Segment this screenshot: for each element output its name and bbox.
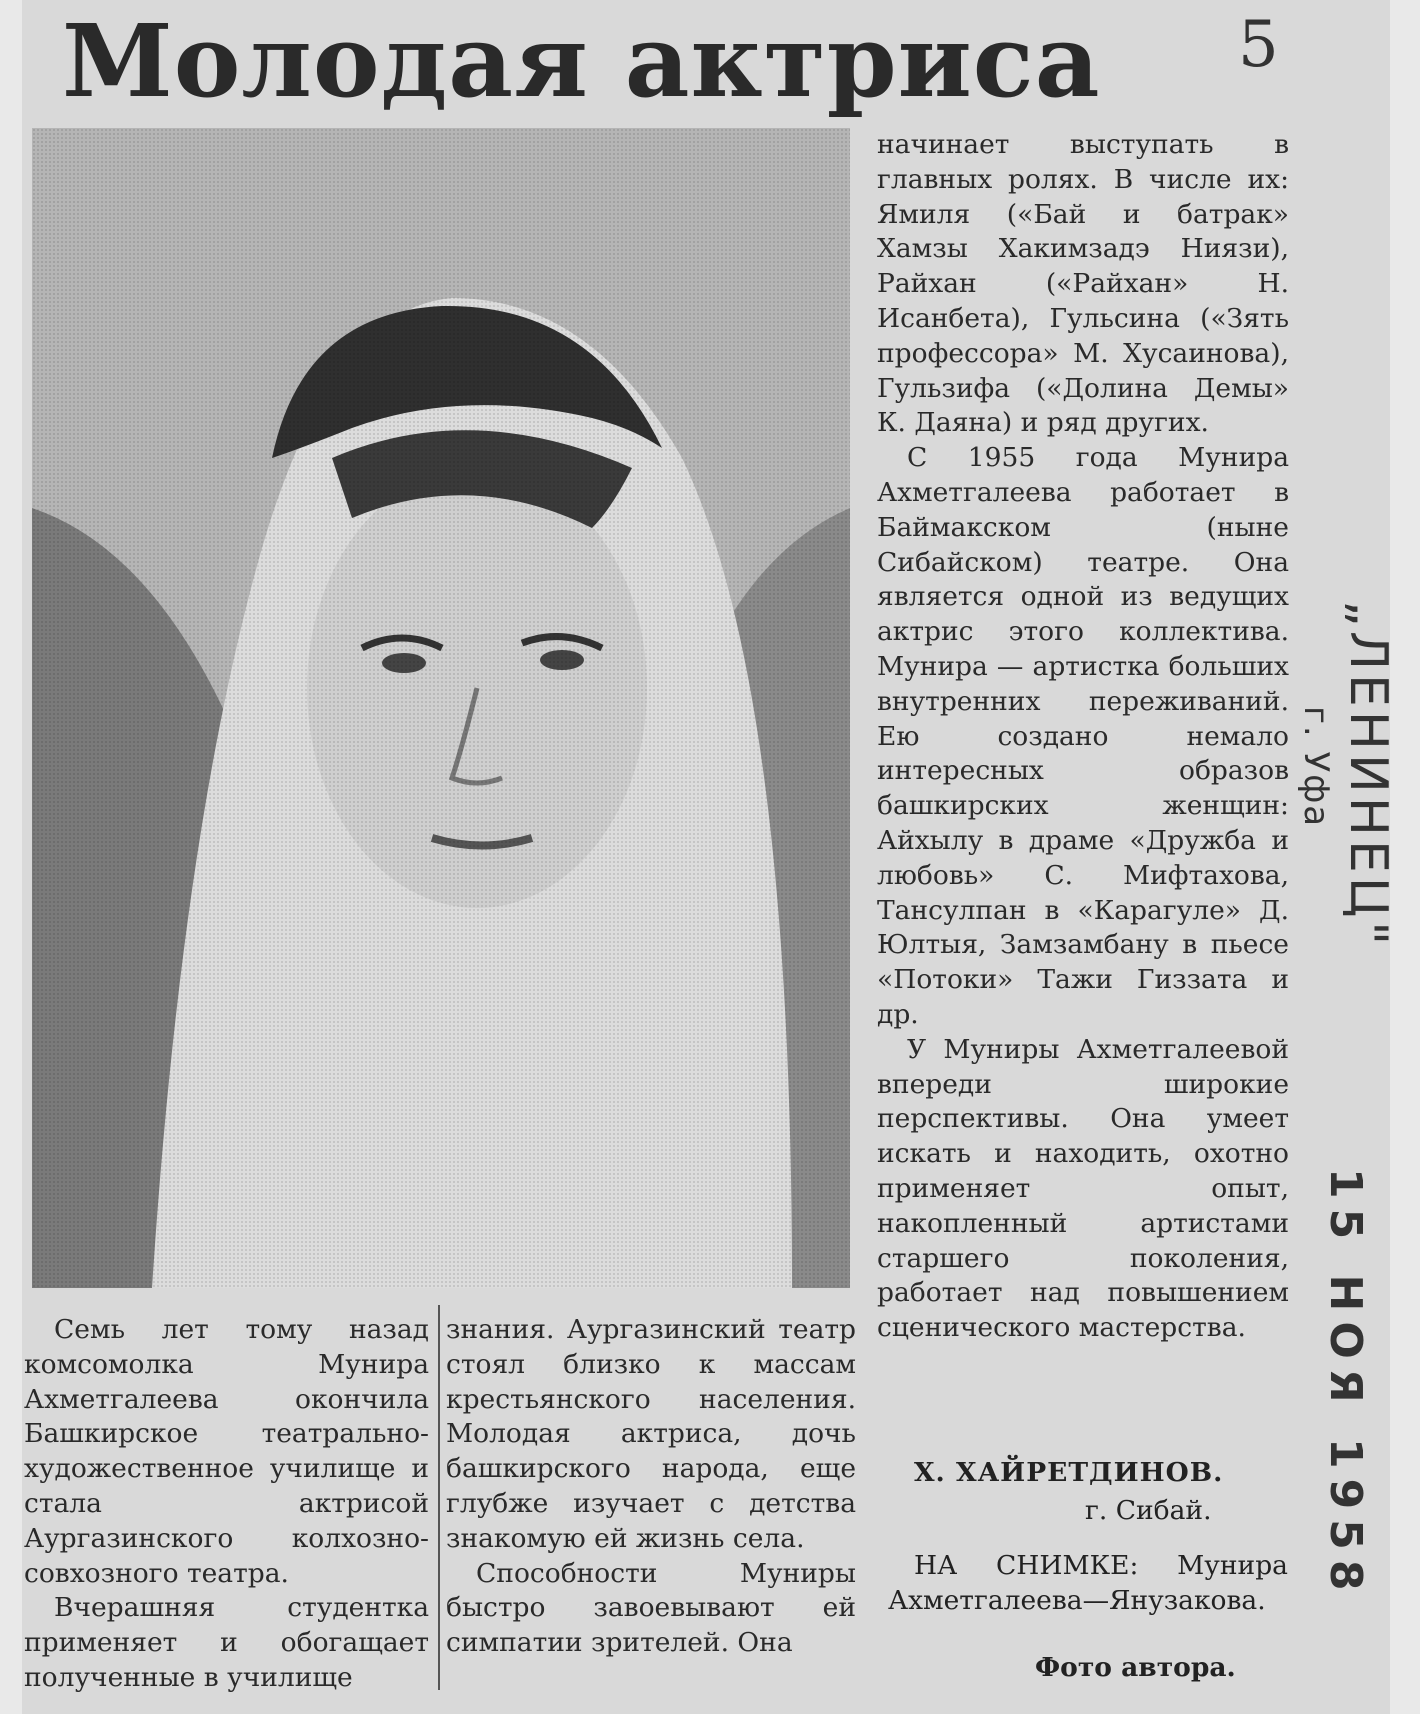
portrait-photo [32,128,850,1288]
handwritten-page-number: 5 [1238,8,1279,82]
column-divider [438,1305,440,1690]
paragraph: Способности Муниры быстро завоевывают ей симпатии зрителей. Она [446,1557,856,1659]
portrait-illustration [32,128,850,1288]
paragraph: С 1955 года Мунира Ахметгалеева работает в Баймакском (ныне Сибайском) театре. Она является одной из ведущих актрис этого коллектива. Мунира — артистка больших внутренних переживаний. Ею создано немало интересных образов башкирских женщин: Айхылу в драме «Дружба и любовь» С. Мифтахова, Тансулпан в «Карагуле» Д. Юлтыя, Замзамбану в пьесе «Потоки» Тажи Гиззата и др. [877,442,1289,1030]
paragraph: У Муниры Ахметгалеевой впереди широкие перспективы. Она умеет искать и находить, охотно применяет опыт, накопленный артистами старшего поколения, работает над повышением сценического мастерства. [877,1033,1289,1344]
paragraph: Вчерашняя студентка применяет и обогащает полученные в училище [24,1592,429,1693]
article-right-column [877,128,1289,1346]
author-city: г. Сибай. [1085,1495,1212,1526]
paragraph: знания. Аургазинский театр стоял близко к массам крестьянского населения. Молодая актриса, дочь башкирского народа, еще глубже изучает с детства знакомую ей жизнь села. [446,1314,856,1554]
article-bottom-middle-column [446,1313,856,1661]
article-bottom-left-column [24,1313,429,1696]
photo-caption [888,1548,1288,1618]
article-title: Молодая актриса [62,2,1101,120]
author-name: Х. ХАЙРЕТДИНОВ. [914,1457,1224,1488]
paragraph: начинает выступать в главных ролях. В числе их: Ямиля («Бай и батрак» Хамзы Хакимзадэ Ниязи), Райхан («Райхан» Н. Исанбета), Гульсина («Зять профессора» М. Хусаинова), Гульзифа («Долина Демы» К. Даяна) и ряд других. [877,129,1289,439]
newspaper-city-stamp: г. Уфа [1296,706,1336,829]
caption-text: НА СНИМКЕ: Мунира Ахметгалеева—Янузакова. [888,1550,1288,1616]
photo-credit: Фото автора. [1035,1652,1236,1683]
paragraph: Семь лет тому назад комсомолка Мунира Ахметгалеева окончила Башкирское театрально-художественное училище и стала актрисой Аургазинского колхозно-совхозного театра. [24,1314,429,1589]
date-stamp: 15 НОЯ 1958 [1320,1168,1371,1601]
newspaper-stamp: „ЛЕНИНЕЦ" [1338,600,1398,950]
